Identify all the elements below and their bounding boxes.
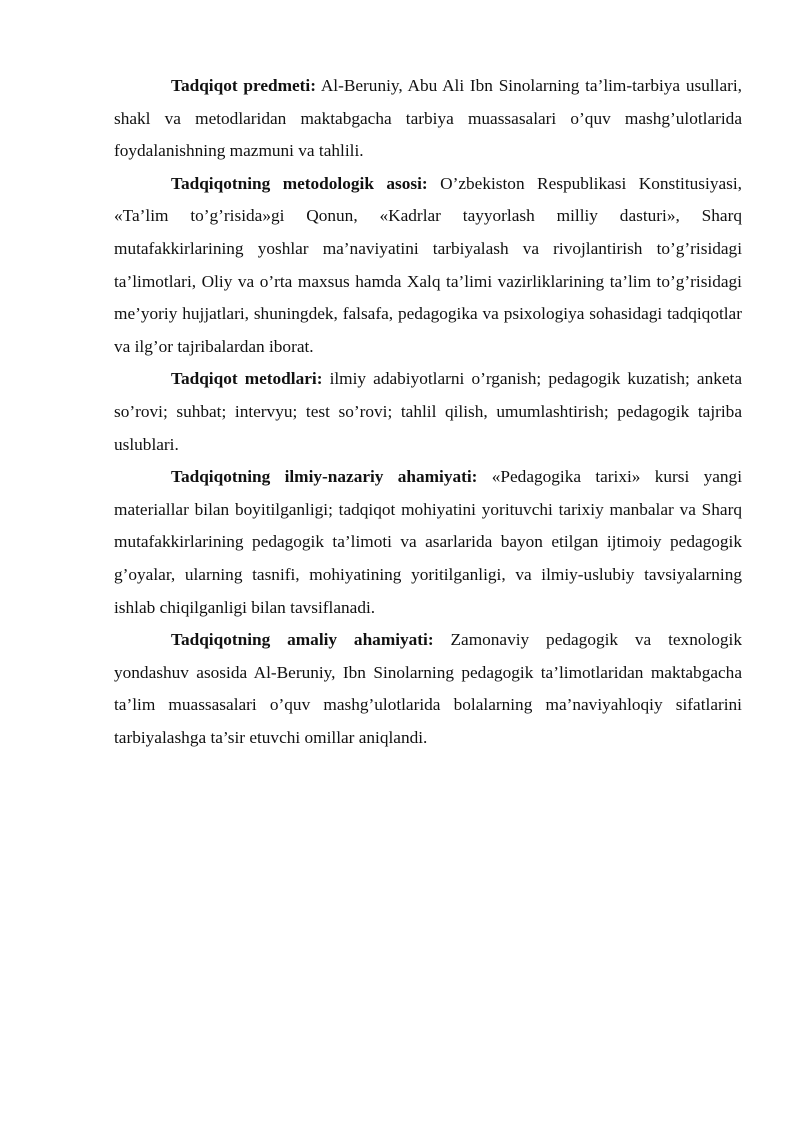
paragraph-research-methods xyxy=(114,363,742,461)
paragraph-text: ilmiy adabiyotlarni o’rganish; pedagogik kuzatish; anketa so’rovi; suhbat; intervyu; test so’rovi; tahlil qilish, umumlashtirish; pedagogik tajriba uslublari. xyxy=(114,369,742,454)
paragraph-heading: Tadqiqotning metodologik asosi: xyxy=(171,173,428,193)
paragraph-heading: Tadqiqot metodlari: xyxy=(171,369,323,389)
document-page xyxy=(114,70,742,754)
paragraph-text: Al-Beruniy, Abu Ali Ibn Sinolarning ta’lim-tarbiya usullari, shakl va metodlaridan maktabgacha tarbiya muassasalari o’quv mashg’ulotlarida foydalanishning mazmuni va tahlili. xyxy=(114,76,743,161)
paragraph-heading: Tadqiqotning ilmiy-nazariy ahamiyati: xyxy=(171,467,478,487)
paragraph-text: Zamonaviy pedagogik va texnologik yondashuv asosida Al-Beruniy, Ibn Sinolarning pedagogik ta’limotlaridan maktabgacha ta’lim muassasalari o’quv mashg’ulotlarida bolalarning ma’naviyahloqiy sifatlarini tarbiyalashga ta’sir etuvchi omillar aniqlandi. xyxy=(114,630,742,747)
paragraph-heading: Tadqiqot predmeti: xyxy=(171,76,316,95)
paragraph-text: «Pedagogika tarixi» kursi yangi materiallar bilan boyitilganligi; tadqiqot mohiyatini yorituvchi tarixiy manbalar va Sharq mutafakkirlarining pedagogik ta’limoti va asarlarida bayon etilgan ijtimoiy pedagogik g’oyalar, ularning tasnifi, mohiyatining yoritilganligi, va ilmiy-uslubiy tavsiyalarning ishlab chiqilganligi bilan tavsiflanadi. xyxy=(114,467,742,617)
paragraph-theoretical-significance xyxy=(114,461,742,624)
paragraph-practical-significance xyxy=(114,624,742,754)
paragraph-heading: Tadqiqotning amaliy ahamiyati: xyxy=(171,630,434,650)
paragraph-research-subject xyxy=(114,70,742,168)
paragraph-methodological-basis xyxy=(114,168,742,364)
paragraph-text: O’zbekiston Respublikasi Konstitusiyasi, «Ta’lim to’g’risida»gi Qonun, «Kadrlar tayyorlash milliy dasturi», Sharq mutafakkirlarining yoshlar ma’naviyatini tarbiyalash va rivojlantirish to’g’risidagi ta’limotlari, Oliy va o’rta maxsus hamda Xalq ta’limi vazirliklarining ta’lim to’g’risidagi me’yoriy hujjatlari, shuningdek, falsafa, pedagogika va psixologiya sohasidagi tadqiqotlar va ilg’or tajribalardan iborat. xyxy=(114,173,742,356)
